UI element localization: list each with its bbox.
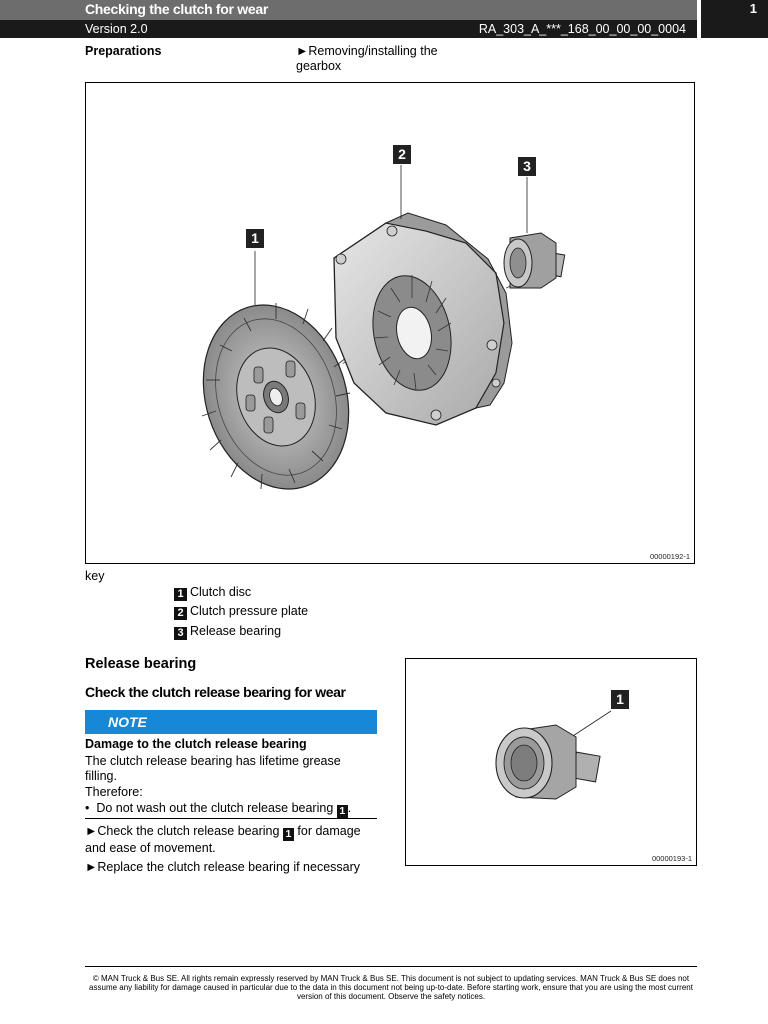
step-ref: 1	[283, 828, 294, 841]
note-therefore: Therefore:	[85, 785, 143, 799]
release-bearing-drawing	[504, 233, 565, 288]
step-item	[85, 824, 377, 856]
figure1-id: 00000192-1	[649, 552, 690, 561]
document-code: RA_303_A_***_168_00_00_00_0004	[478, 22, 686, 36]
note-bullet-text: Do not wash out the clutch release bearing	[96, 801, 334, 815]
key-number: 3	[174, 627, 187, 640]
clutch-assembly-illustration	[86, 83, 693, 562]
document-title: Checking the clutch for wear	[85, 1, 268, 17]
key-item	[174, 584, 251, 601]
footer-divider	[85, 966, 697, 967]
preparations-link[interactable]	[296, 44, 466, 74]
figure1-callout-3: 3	[518, 157, 536, 176]
preparations-text: Removing/installing the gearbox	[296, 44, 438, 73]
arrow-icon: ►	[85, 860, 98, 874]
key-number: 2	[174, 607, 187, 620]
step-text: Replace the clutch release bearing if necessary	[97, 860, 361, 874]
release-bearing-illustration	[406, 659, 695, 864]
arrow-icon: ►	[296, 44, 309, 58]
section-title: Release bearing	[85, 656, 197, 672]
note-divider	[85, 818, 377, 819]
figure1-callout-2: 2	[393, 145, 411, 164]
arrow-icon: ►	[85, 824, 98, 838]
key-number: 1	[174, 588, 187, 601]
footer-copyright: © MAN Truck & Bus SE. All rights remain expressly reserved by MAN Truck & Bus SE. This document is not subject to updating services. MAN Truck & Bus SE does not assume any liability for damage caused in particular due to the data in this document not being up-to-date. Before starting work, ensure that you are using the most current version of this document. Observe the safety notices.	[89, 974, 693, 1001]
figure1-callout-1: 1	[246, 229, 264, 248]
note-bullet	[85, 801, 377, 818]
key-item-label: Clutch disc	[190, 585, 252, 599]
step-text: Check the clutch release bearing	[97, 824, 280, 838]
release-bearing-figure	[405, 658, 697, 866]
key-item-label: Clutch pressure plate	[190, 604, 309, 618]
figure2-id: 00000193-1	[651, 854, 692, 863]
note-label: NOTE	[108, 714, 147, 730]
document-version: Version 2.0	[85, 22, 148, 36]
clutch-assembly-figure	[85, 82, 695, 564]
note-bullet-end: .	[347, 801, 352, 815]
page-number: 1	[749, 1, 757, 16]
key-item	[174, 603, 308, 620]
preparations-label: Preparations	[85, 44, 162, 58]
figure2-callout-1: 1	[611, 690, 629, 709]
step-text-end: for damage and ease of movement.	[85, 824, 361, 855]
note-heading: Damage to the clutch release bearing	[85, 737, 307, 751]
note-text: The clutch release bearing has lifetime grease filling.	[85, 754, 341, 783]
key-item	[174, 623, 281, 640]
key-item-label: Release bearing	[190, 624, 282, 638]
bullet-icon: •	[85, 801, 97, 815]
key-label: key	[85, 569, 105, 583]
step-item	[85, 860, 377, 875]
section-subtitle: Check the clutch release bearing for wear	[85, 684, 346, 700]
note-bullet-ref: 1	[337, 805, 348, 818]
pressure-plate-drawing	[334, 213, 512, 425]
